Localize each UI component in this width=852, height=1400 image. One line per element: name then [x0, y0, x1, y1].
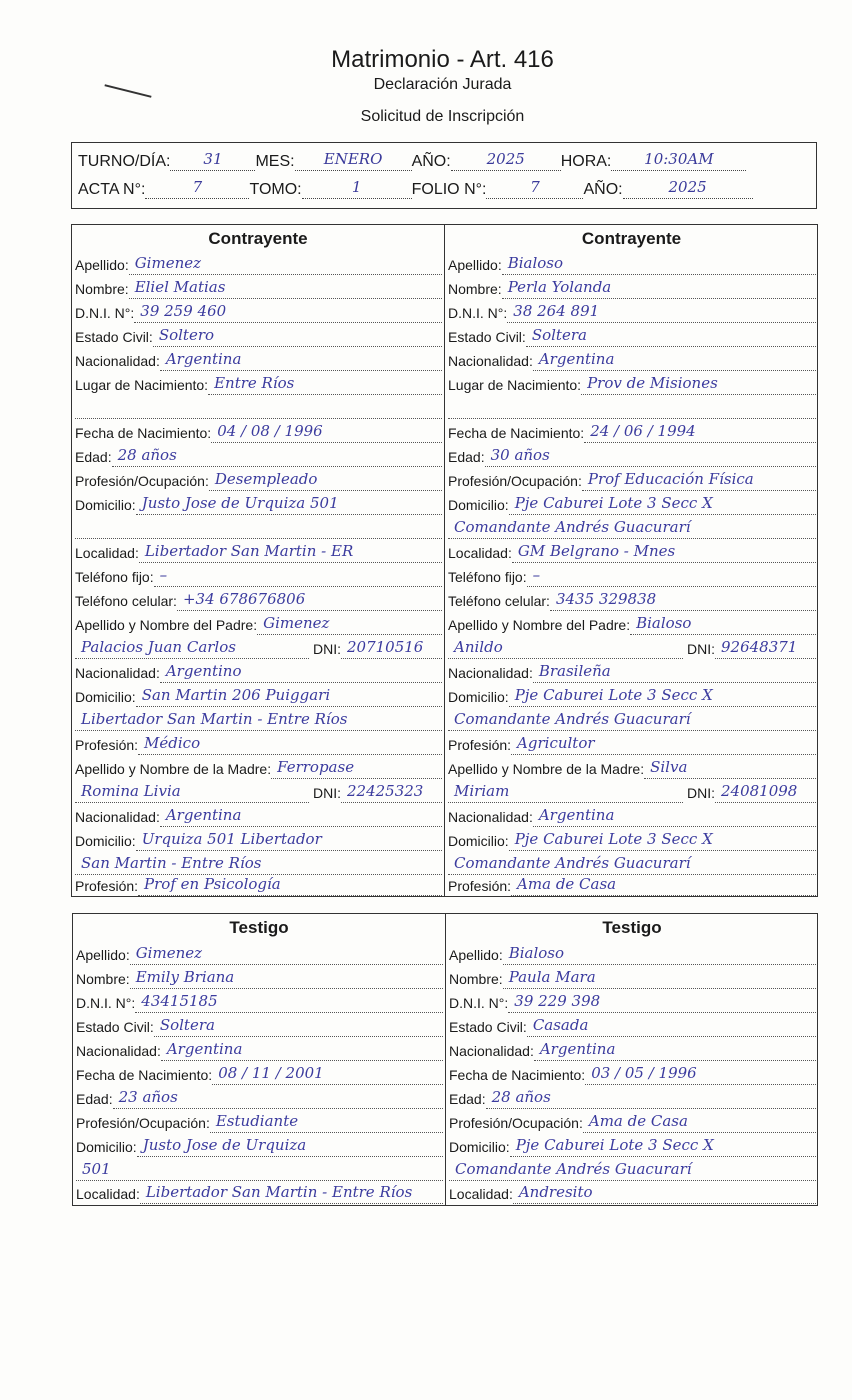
c2-madre-field-2[interactable]: Miriam — [448, 780, 683, 803]
c1-cel-row — [75, 588, 442, 611]
testigo-2-heading: Testigo — [602, 918, 662, 937]
c1-madre-field[interactable]: Ferropase — [271, 756, 442, 779]
c2-madre-prof-row — [448, 873, 816, 896]
apellido-label: Apellido: — [76, 947, 130, 963]
anio-field[interactable]: 2025 — [451, 150, 561, 171]
c1-padre-domicilio-field[interactable]: San Martin 206 Puiggari — [136, 684, 442, 707]
c2-madre-row — [448, 756, 816, 779]
c1-padre-dom-row-2 — [75, 708, 442, 731]
c1-padre-domicilio-field-2[interactable]: Libertador San Martin - Entre Ríos — [75, 708, 442, 731]
acta-field[interactable]: 7 — [145, 178, 249, 199]
t1-domicilio-field-2[interactable]: 501 — [76, 1158, 443, 1181]
localidad-label: Localidad: — [75, 545, 139, 561]
t2-profesion-field[interactable]: Ama de Casa — [583, 1110, 816, 1133]
c1-apellido-field[interactable]: Gimenez — [129, 252, 442, 275]
localidad-label: Localidad: — [76, 1186, 140, 1202]
c2-apellido-row — [448, 252, 816, 275]
c1-padre-dom-row — [75, 684, 442, 707]
registry-box — [71, 142, 817, 209]
madre-nacionalidad-label: Nacionalidad: — [75, 809, 160, 825]
c1-estado-field[interactable]: Soltero — [153, 324, 442, 347]
c2-dom-row — [448, 492, 816, 515]
nombre-label: Nombre: — [76, 971, 130, 987]
profesion-label: Profesión/Ocupación: — [449, 1115, 583, 1131]
telefono-fijo-label: Teléfono fijo: — [448, 569, 527, 585]
request-label: Solicitud de Inscripción — [360, 108, 525, 125]
t1-apellido-field[interactable]: Gimenez — [130, 942, 443, 965]
c1-madre-prof-row — [75, 873, 442, 896]
madre-label: Apellido y Nombre de la Madre: — [448, 761, 645, 777]
contrayente-2-heading: Contrayente — [581, 229, 682, 248]
c2-estado-field[interactable]: Soltera — [526, 324, 816, 347]
registry-row-1 — [78, 147, 812, 171]
lugar-label: Lugar de Nacimiento: — [448, 377, 582, 393]
c2-lugar-row — [448, 372, 816, 395]
fecha-label: Fecha de Nacimiento: — [75, 425, 212, 441]
c1-apellido-row — [75, 252, 442, 275]
c2-madre-dni-field[interactable]: 24081098 — [715, 780, 816, 803]
contrayente-1-column — [72, 225, 444, 896]
c1-telefono-celular-field[interactable]: +34 678676806 — [177, 588, 442, 611]
testigo-2-column — [445, 914, 818, 1205]
c2-madre-dom-row-2 — [448, 852, 816, 875]
t1-apellido-row — [76, 942, 443, 965]
c2-nombre-field[interactable]: Perla Yolanda — [502, 276, 816, 299]
padre-domicilio-label: Domicilio: — [75, 689, 136, 705]
c1-madre-domicilio-field[interactable]: Urquiza 501 Libertador — [136, 828, 442, 851]
c1-madre-nac-row — [75, 804, 442, 827]
lugar-label: Lugar de Nacimiento: — [75, 377, 209, 393]
c1-profesion-field[interactable]: Desempleado — [209, 468, 442, 491]
c1-padre-prof-row — [75, 732, 442, 755]
estado-label: Estado Civil: — [448, 329, 526, 345]
t1-fecha-row — [76, 1062, 443, 1085]
estado-label: Estado Civil: — [76, 1019, 154, 1035]
t2-fecha-row — [449, 1062, 816, 1085]
nombre-label: Nombre: — [75, 281, 129, 297]
nombre-label: Nombre: — [449, 971, 503, 987]
padre-dni-label: DNI: — [313, 641, 341, 657]
c2-padre-nacionalidad-field[interactable]: Brasileña — [533, 660, 816, 683]
localidad-label: Localidad: — [449, 1186, 513, 1202]
c2-edad-row — [448, 444, 816, 467]
t2-nombre-field[interactable]: Paula Mara — [503, 966, 816, 989]
c1-fecha-row — [75, 420, 442, 443]
estado-label: Estado Civil: — [75, 329, 153, 345]
apellido-label: Apellido: — [75, 257, 129, 273]
apellido-label: Apellido: — [448, 257, 502, 273]
madre-nacionalidad-label: Nacionalidad: — [448, 809, 533, 825]
acta-label: ACTA N°: — [78, 181, 146, 198]
c2-nacionalidad-field[interactable]: Argentina — [533, 348, 816, 371]
c2-localidad-field[interactable]: GM Belgrano - Mnes — [512, 540, 816, 563]
t2-nombre-row — [449, 966, 816, 989]
c2-dni-field[interactable]: 38 264 891 — [507, 300, 816, 323]
madre-profesion-label: Profesión: — [448, 878, 512, 894]
c2-padre-prof-row — [448, 732, 816, 755]
c2-padre-field[interactable]: Bialoso — [630, 612, 816, 635]
t1-nombre-field[interactable]: Emily Briana — [130, 966, 443, 989]
c2-tel-row — [448, 564, 816, 587]
c2-cel-row — [448, 588, 816, 611]
mes-field[interactable]: ENERO — [295, 150, 412, 171]
t2-fecha-field[interactable]: 03 / 05 / 1996 — [585, 1062, 816, 1085]
madre-domicilio-label: Domicilio: — [448, 833, 509, 849]
profesion-label: Profesión/Ocupación: — [448, 473, 582, 489]
c2-profesion-field[interactable]: Prof Educación Física — [582, 468, 816, 491]
madre-dni-label: DNI: — [687, 785, 715, 801]
t1-estado-field[interactable]: Soltera — [154, 1014, 443, 1037]
t1-prof-row — [76, 1110, 443, 1133]
t1-dni-row — [76, 990, 443, 1013]
c1-loc-row — [75, 540, 442, 563]
c2-lugar-field-2[interactable] — [448, 396, 816, 419]
t1-edad-field[interactable]: 23 años — [113, 1086, 443, 1109]
c1-estado-row — [75, 324, 442, 347]
edad-label: Edad: — [448, 449, 485, 465]
c1-domicilio-field-2[interactable] — [75, 516, 442, 539]
t1-loc-row — [76, 1181, 443, 1204]
nacionalidad-label: Nacionalidad: — [75, 353, 160, 369]
telefono-celular-label: Teléfono celular: — [448, 593, 550, 609]
domicilio-label: Domicilio: — [449, 1139, 510, 1155]
t2-edad-row — [449, 1086, 816, 1109]
padre-profesion-label: Profesión: — [75, 737, 139, 753]
c2-fecha-row — [448, 420, 816, 443]
hora-field[interactable]: 10:30AM — [611, 150, 746, 171]
t2-apellido-field[interactable]: Bialoso — [503, 942, 816, 965]
c1-madre-domicilio-field-2[interactable]: San Martin - Entre Ríos — [75, 852, 442, 875]
turno-field[interactable]: 31 — [170, 150, 255, 171]
c1-madre-profesion-field[interactable]: Prof en Psicología — [138, 873, 442, 896]
anio2-field[interactable]: 2025 — [623, 178, 753, 199]
c2-lugar-field[interactable]: Prov de Misiones — [581, 372, 816, 395]
c2-domicilio-field[interactable]: Pje Caburei Lote 3 Secc X — [509, 492, 816, 515]
profesion-label: Profesión/Ocupación: — [75, 473, 209, 489]
c2-estado-row — [448, 324, 816, 347]
c2-dom-row-2 — [448, 516, 816, 539]
c2-madre-field[interactable]: Silva — [644, 756, 816, 779]
madre-profesion-label: Profesión: — [75, 878, 139, 894]
fecha-label: Fecha de Nacimiento: — [449, 1067, 586, 1083]
c1-padre-row — [75, 612, 442, 635]
c1-madre-dni-field[interactable]: 22425323 — [341, 780, 442, 803]
t2-apellido-row — [449, 942, 816, 965]
c1-domicilio-field[interactable]: Justo Jose de Urquiza 501 — [136, 492, 442, 515]
c1-dom-row-2 — [75, 516, 442, 539]
c1-madre-nacionalidad-field[interactable]: Argentina — [160, 804, 442, 827]
folio-label: FOLIO N°: — [411, 181, 487, 198]
contrayente-2-column — [444, 225, 818, 896]
c1-prof-row — [75, 468, 442, 491]
c1-nacionalidad-field[interactable]: Argentina — [160, 348, 442, 371]
c1-lugar-field-2[interactable] — [75, 396, 442, 419]
c1-dom-row — [75, 492, 442, 515]
nacionalidad-label: Nacionalidad: — [448, 353, 533, 369]
c1-padre-field-2[interactable]: Palacios Juan Carlos — [75, 636, 309, 659]
c2-padre-domicilio-field-2[interactable]: Comandante Andrés Guacurarí — [448, 708, 816, 731]
t2-estado-field[interactable]: Casada — [527, 1014, 816, 1037]
t2-dom-row — [449, 1134, 816, 1157]
t2-nac-row — [449, 1038, 816, 1061]
padre-nacionalidad-label: Nacionalidad: — [75, 665, 160, 681]
c2-padre-profesion-field[interactable]: Agricultor — [511, 732, 816, 755]
c1-madre-row — [75, 756, 442, 779]
dni-label: D.N.I. N°: — [449, 995, 509, 1011]
nacionalidad-label: Nacionalidad: — [76, 1043, 161, 1059]
c2-edad-field[interactable]: 30 años — [485, 444, 816, 467]
t1-nacionalidad-field[interactable]: Argentina — [161, 1038, 443, 1061]
t1-fecha-field[interactable]: 08 / 11 / 2001 — [212, 1062, 443, 1085]
padre-label: Apellido y Nombre del Padre: — [448, 617, 631, 633]
c2-madre-profesion-field[interactable]: Ama de Casa — [511, 873, 816, 896]
t2-nacionalidad-field[interactable]: Argentina — [534, 1038, 816, 1061]
c1-madre-dom-row-2 — [75, 852, 442, 875]
t1-dom-row — [76, 1134, 443, 1157]
c1-padre-field[interactable]: Gimenez — [257, 612, 442, 635]
c1-padre-nac-row — [75, 660, 442, 683]
localidad-label: Localidad: — [448, 545, 512, 561]
testigo-1-column — [73, 914, 445, 1205]
c1-nombre-field[interactable]: Eliel Matias — [129, 276, 442, 299]
nombre-label: Nombre: — [448, 281, 502, 297]
estado-label: Estado Civil: — [449, 1019, 527, 1035]
c1-madre-row-2 — [75, 780, 442, 803]
c2-dni-row — [448, 300, 816, 323]
anio2-label: AÑO: — [583, 181, 623, 198]
c1-fecha-field[interactable]: 04 / 08 / 1996 — [211, 420, 442, 443]
contrayentes-section — [71, 224, 818, 897]
c1-madre-field-2[interactable]: Romina Livia — [75, 780, 309, 803]
folio-field[interactable]: 7 — [486, 178, 583, 199]
c1-padre-profesion-field[interactable]: Médico — [138, 732, 442, 755]
t2-dom-row-2 — [449, 1158, 816, 1181]
c2-fecha-field[interactable]: 24 / 06 / 1994 — [584, 420, 816, 443]
dni-label: D.N.I. N°: — [75, 305, 135, 321]
c2-padre-row-2 — [448, 636, 816, 659]
apellido-label: Apellido: — [449, 947, 503, 963]
t1-domicilio-field[interactable]: Justo Jose de Urquiza — [137, 1134, 443, 1157]
telefono-fijo-label: Teléfono fijo: — [75, 569, 154, 585]
c1-lugar-field[interactable]: Entre Ríos — [208, 372, 442, 395]
c2-padre-dom-row-2 — [448, 708, 816, 731]
turno-label: TURNO/DÍA: — [78, 153, 171, 170]
c2-loc-row — [448, 540, 816, 563]
c2-nombre-row — [448, 276, 816, 299]
t2-dni-row — [449, 990, 816, 1013]
c1-edad-row — [75, 444, 442, 467]
edad-label: Edad: — [75, 449, 112, 465]
c2-domicilio-field-2[interactable]: Comandante Andrés Guacurarí — [448, 516, 816, 539]
madre-domicilio-label: Domicilio: — [75, 833, 136, 849]
dni-label: D.N.I. N°: — [448, 305, 508, 321]
c2-padre-dom-row — [448, 684, 816, 707]
c1-dni-field[interactable]: 39 259 460 — [134, 300, 442, 323]
c1-lugar-row — [75, 372, 442, 395]
c2-telefono-celular-field[interactable]: 3435 329838 — [550, 588, 816, 611]
t1-profesion-field[interactable]: Estudiante — [210, 1110, 443, 1133]
t1-nac-row — [76, 1038, 443, 1061]
c2-madre-dom-row — [448, 828, 816, 851]
c2-telefono-fijo-field[interactable]: – — [527, 564, 816, 587]
t1-estado-row — [76, 1014, 443, 1037]
c2-madre-row-2 — [448, 780, 816, 803]
testigo-1-heading: Testigo — [229, 918, 289, 937]
registry-row-2 — [78, 175, 812, 199]
anio-label: AÑO: — [411, 153, 451, 170]
t2-prof-row — [449, 1110, 816, 1133]
padre-label: Apellido y Nombre del Padre: — [75, 617, 258, 633]
c1-lugar-row-2 — [75, 396, 442, 419]
c1-padre-dni-field[interactable]: 20710516 — [341, 636, 442, 659]
t2-localidad-field[interactable]: Andresito — [513, 1181, 816, 1204]
padre-profesion-label: Profesión: — [448, 737, 512, 753]
c1-telefono-fijo-field[interactable]: – — [154, 564, 442, 587]
c2-madre-domicilio-field[interactable]: Pje Caburei Lote 3 Secc X — [509, 828, 816, 851]
c2-lugar-row-2 — [448, 396, 816, 419]
c1-padre-nacionalidad-field[interactable]: Argentino — [160, 660, 442, 683]
form-title: Matrimonio - Art. 416 — [331, 46, 554, 73]
fecha-label: Fecha de Nacimiento: — [76, 1067, 213, 1083]
c1-padre-row-2 — [75, 636, 442, 659]
padre-dni-label: DNI: — [687, 641, 715, 657]
testigos-section — [72, 913, 818, 1206]
t2-edad-field[interactable]: 28 años — [486, 1086, 816, 1109]
c2-madre-domicilio-field-2[interactable]: Comandante Andrés Guacurarí — [448, 852, 816, 875]
t2-dni-field[interactable]: 39 229 398 — [508, 990, 816, 1013]
domicilio-label: Domicilio: — [75, 497, 136, 513]
c2-apellido-field[interactable]: Bialoso — [502, 252, 816, 275]
c2-padre-field-2[interactable]: Anildo — [448, 636, 683, 659]
profesion-label: Profesión/Ocupación: — [76, 1115, 210, 1131]
t2-estado-row — [449, 1014, 816, 1037]
mes-label: MES: — [255, 153, 295, 170]
padre-domicilio-label: Domicilio: — [448, 689, 509, 705]
padre-nacionalidad-label: Nacionalidad: — [448, 665, 533, 681]
c2-padre-nac-row — [448, 660, 816, 683]
contrayente-1-heading: Contrayente — [208, 229, 308, 248]
c1-dni-row — [75, 300, 442, 323]
c1-localidad-field[interactable]: Libertador San Martin - ER — [139, 540, 442, 563]
c2-prof-row — [448, 468, 816, 491]
t1-localidad-field[interactable]: Libertador San Martin - Entre Ríos — [140, 1181, 443, 1204]
c1-nac-row — [75, 348, 442, 371]
tomo-field[interactable]: 1 — [302, 178, 412, 199]
t1-edad-row — [76, 1086, 443, 1109]
dni-label: D.N.I. N°: — [76, 995, 136, 1011]
c2-padre-domicilio-field[interactable]: Pje Caburei Lote 3 Secc X — [509, 684, 816, 707]
madre-dni-label: DNI: — [313, 785, 341, 801]
edad-label: Edad: — [76, 1091, 113, 1107]
fecha-label: Fecha de Nacimiento: — [448, 425, 585, 441]
t1-dni-field[interactable]: 43415185 — [135, 990, 443, 1013]
madre-label: Apellido y Nombre de la Madre: — [75, 761, 272, 777]
domicilio-label: Domicilio: — [448, 497, 509, 513]
t2-domicilio-field-2[interactable]: Comandante Andrés Guacurarí — [449, 1158, 816, 1181]
c2-madre-nac-row — [448, 804, 816, 827]
nacionalidad-label: Nacionalidad: — [449, 1043, 534, 1059]
tomo-label: TOMO: — [249, 181, 302, 198]
telefono-celular-label: Teléfono celular: — [75, 593, 177, 609]
c1-edad-field[interactable]: 28 años — [112, 444, 442, 467]
edad-label: Edad: — [449, 1091, 486, 1107]
c1-madre-dom-row — [75, 828, 442, 851]
c1-tel-row — [75, 564, 442, 587]
c2-padre-row — [448, 612, 816, 635]
c2-nac-row — [448, 348, 816, 371]
c2-madre-nacionalidad-field[interactable]: Argentina — [533, 804, 816, 827]
t2-domicilio-field[interactable]: Pje Caburei Lote 3 Secc X — [510, 1134, 816, 1157]
t2-loc-row — [449, 1181, 816, 1204]
c1-nombre-row — [75, 276, 442, 299]
hora-label: HORA: — [560, 153, 612, 170]
c2-padre-dni-field[interactable]: 92648371 — [715, 636, 816, 659]
t1-nombre-row — [76, 966, 443, 989]
t1-dom-row-2 — [76, 1158, 443, 1181]
domicilio-label: Domicilio: — [76, 1139, 137, 1155]
form-subtitle: Declaración Jurada — [373, 76, 512, 93]
